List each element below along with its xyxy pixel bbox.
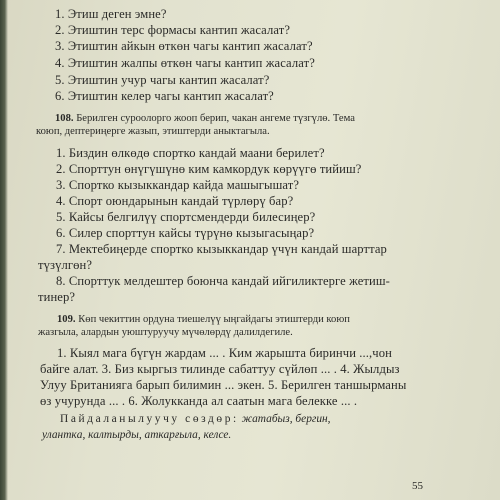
exercise-109-text-line: 1. Кыял мага бүгүн жардам ... . Ким жарышта биринчи ...,чон	[57, 346, 392, 360]
exercise-109-vocab-line2: уланткa, калтырды, аткарғыла, келсе.	[42, 429, 232, 441]
exercise-108-item: түзүлгөн?	[38, 258, 93, 272]
exercise-109-number: 109.	[57, 314, 76, 325]
section1-item: 2. Этиштин терс формасы кантип жасалат?	[55, 23, 291, 37]
exercise-108-intro-text: Берилген суроолорго жооп берип, чакан ангеме түзгүлө. Тема	[76, 113, 355, 124]
section1-item: 5. Этиштин учур чагы кантип жасалат?	[55, 73, 270, 87]
exercise-108-intro-line2: коюп, дептериңерге жазып, этиштерди аныктагыла.	[36, 126, 270, 137]
section1-item: 4. Этиштин жалпы өткөн чагы кантип жасалат?	[55, 56, 315, 70]
exercise-108-item: 5. Кайсы белгилүү спортсмендерди билесиңер?	[56, 210, 316, 224]
section1-item: 6. Этиштин келер чагы кантип жасалат?	[55, 89, 274, 103]
exercise-108-item: тинер?	[38, 290, 76, 304]
exercise-108-item: 4. Спорт оюндарынын кандай түрлөрү бар?	[56, 194, 294, 208]
exercise-108-intro-line1	[55, 112, 355, 125]
vocab-words: жатабыз, бергин,	[241, 413, 331, 425]
exercise-108-item: 6. Силер спорттун кайсы түрүнө кызыгасыңар?	[56, 226, 315, 240]
exercise-108-item: 3. Спортко кызыккандар кайда машыгышат?	[56, 178, 300, 192]
exercise-109-text-line: өз учурунда ... . 6. Жолукканда ал саатын мага белекке ... .	[40, 394, 358, 408]
exercise-109-vocab-line1	[60, 412, 331, 426]
section1-item: 1. Этиш деген эмне?	[55, 7, 167, 21]
exercise-109-intro-text: Көп чекиттин ордуна тиешелүү ыңгайдагы этиштерди коюп	[78, 314, 350, 325]
exercise-108-item: 8. Спорттук мелдештер боюнча кандай ийгиликтерге жетиш-	[56, 274, 390, 288]
exercise-109-text-line: Улуу Британияга барып билимин ... экен. 5. Берилген таншырманы	[40, 378, 407, 392]
page-binding-shadow	[0, 0, 8, 500]
exercise-108-item: 7. Мектебиңерде спортко кызыккандар үчүн кандай шарттар	[56, 242, 387, 256]
exercise-108-item: 2. Спорттун өнүгүшүнө ким камкордук көрүүгө тийиш?	[56, 162, 362, 176]
exercise-108-number: 108.	[55, 113, 74, 124]
vocab-label: Пайдаланылуучу сөздөр:	[60, 413, 239, 425]
page-number: 55	[412, 480, 423, 492]
exercise-109-text-line: байге алат. 3. Биз кыргыз тилинде сабаттуу сүйлөп ... . 4. Жылдыз	[40, 362, 400, 376]
exercise-109-intro-line2: жазгыла, алардын уюштуруучу мүчөлөрдү далилдегиле.	[38, 327, 293, 338]
exercise-109-intro-line1	[57, 313, 350, 326]
section1-item: 3. Этиштин айкын өткөн чагы кантип жасалат?	[55, 39, 313, 53]
exercise-108-item: 1. Биздин өлкөдө спортко кандай маани берилет?	[56, 146, 325, 160]
